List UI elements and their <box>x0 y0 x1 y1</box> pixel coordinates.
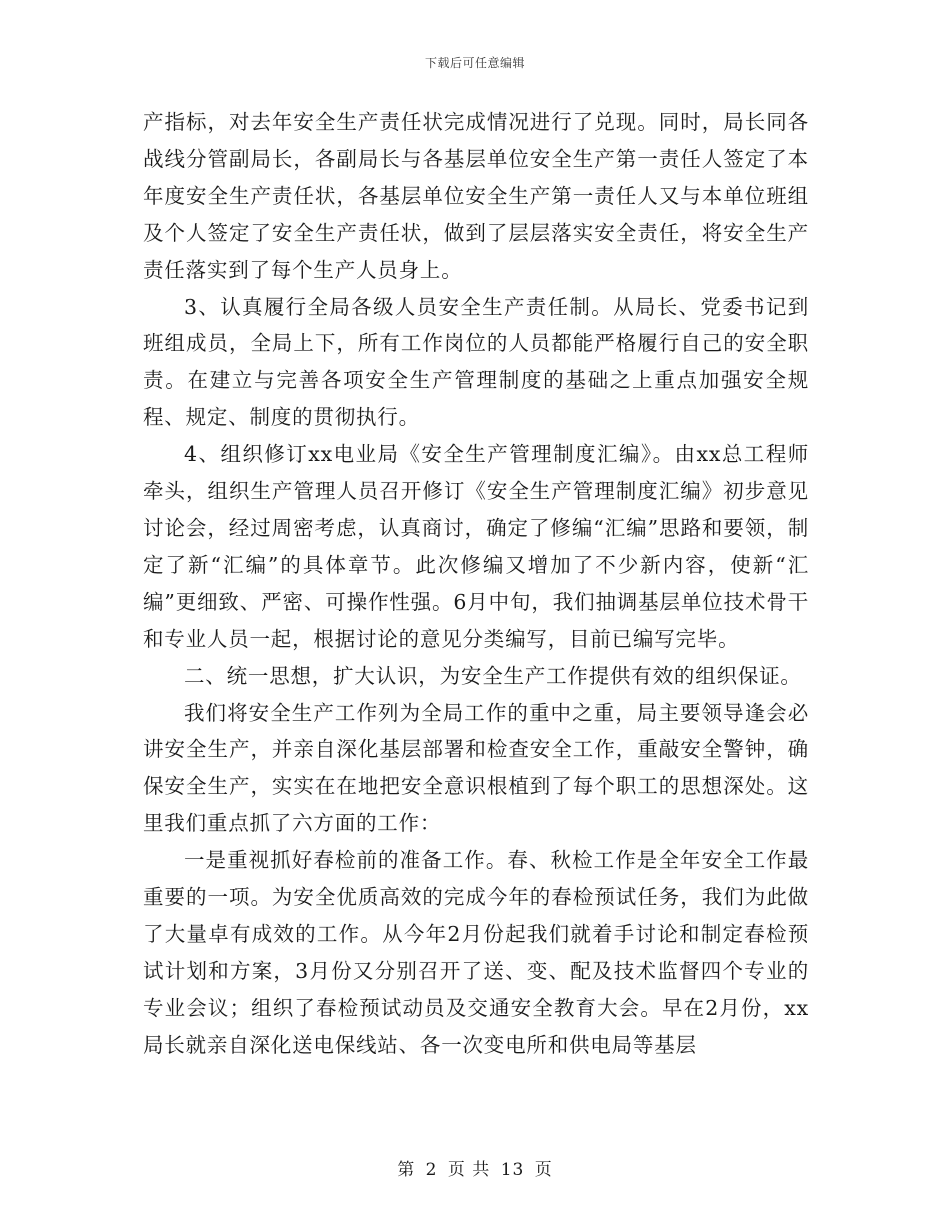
paragraph-continued: 产指标，对去年安全生产责任状完成情况进行了兑现。同时，局长同各战线分管副局长，各副局长与各基层单位安全生产第一责任人签定了本年度安全生产责任状，各基层单位安全生产第一责任人又与本单位班组及个人签定了安全生产责任状，做到了层层落实安全责任，将安全生产责任落实到了每个生产人员身上。 <box>143 110 809 282</box>
document-body <box>143 104 809 1064</box>
footer-suffix: 页 <box>534 1160 553 1180</box>
page-number: 2 <box>425 1160 438 1180</box>
footer-prefix: 第 <box>397 1160 416 1180</box>
total-pages: 13 <box>500 1160 525 1180</box>
paragraph-point-1: 一是重视抓好春检前的准备工作。春、秋检工作是全年安全工作最重要的一项。为安全优质高效的完成今年的春检预试任务，我们为此做了大量卓有成效的工作。从今年2月份起我们就着手讨论和制定春检预试计划和方案，3月份又分别召开了送、变、配及技术监督四个专业的专业会议；组织了春检预试动员及交通安全教育大会。早在2月份，xx局长就亲自深化送电保线站、各一次变电所和供电局等基层 <box>143 848 809 1057</box>
page-footer <box>0 1155 950 1180</box>
paragraph-item-3: 3、认真履行全局各级人员安全生产责任制。从局长、党委书记到班组成员，全局上下，所有工作岗位的人员都能严格履行自己的安全职责。在建立与完善各项安全生产管理制度的基础之上重点加强安全规程、规定、制度的贯彻执行。 <box>143 294 809 430</box>
paragraph-item-4: 4、组织修订xx电业局《安全生产管理制度汇编》。由xx总工程师牵头，组织生产管理人员召开修订《安全生产管理制度汇编》初步意见讨论会，经过周密考虑，认真商讨，确定了修编“汇编”思路和要领，制定了新“汇编”的具体章节。此次修编又增加了不少新内容，使新“汇编”更细致、严密、可操作性强。6月中旬，我们抽调基层单位技术骨干和专业人员一起，根据讨论的意见分类编写，目前已编写完毕。 <box>143 442 809 651</box>
page-header: 下载后可任意编辑 <box>424 56 525 70</box>
section-heading-2: 二、统一思想，扩大认识，为安全生产工作提供有效的组织保证。 <box>184 663 802 688</box>
paragraph-section-intro: 我们将安全生产工作列为全局工作的重中之重，局主要领导逢会必讲安全生产，并亲自深化基层部署和检查安全工作，重敲安全警钟，确保安全生产，实实在在地把安全意识根植到了每个职工的思想深处。这里我们重点抓了六方面的工作： <box>143 700 809 836</box>
footer-middle: 页 共 <box>447 1160 491 1180</box>
